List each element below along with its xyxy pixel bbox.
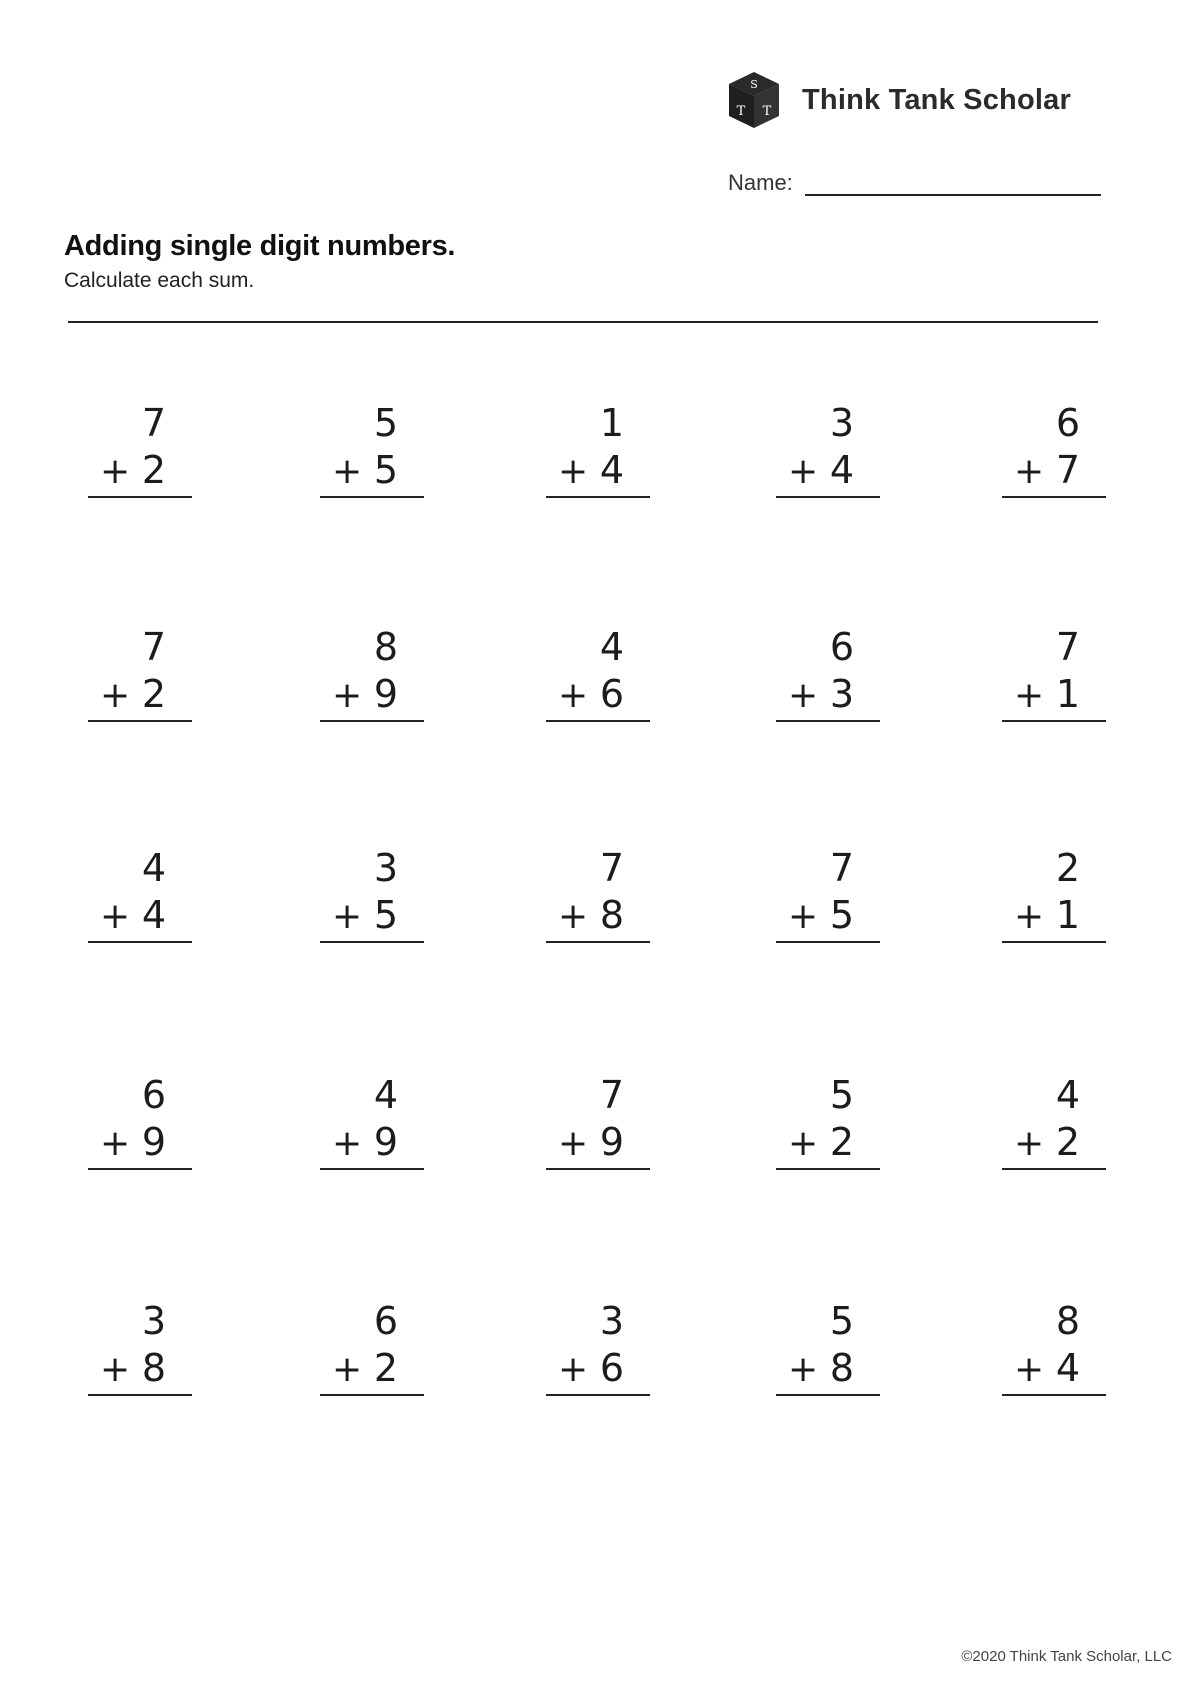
header-divider xyxy=(68,321,1098,323)
addition-problem xyxy=(776,1298,880,1396)
bottom-addend-row xyxy=(320,670,424,718)
answer-line xyxy=(776,496,880,498)
top-addend: 8 xyxy=(373,625,398,669)
answer-line xyxy=(546,496,650,498)
plus-sign: + xyxy=(1014,675,1045,716)
addition-problem xyxy=(88,845,192,943)
answer-line xyxy=(320,1394,424,1396)
answer-line xyxy=(776,1168,880,1170)
bottom-addend: 2 xyxy=(373,1346,398,1390)
top-addend: 7 xyxy=(1055,625,1080,669)
plus-sign: + xyxy=(332,1123,363,1164)
bottom-addend: 7 xyxy=(1055,448,1080,492)
answer-line xyxy=(776,941,880,943)
brand-name: Think Tank Scholar xyxy=(802,83,1071,116)
addition-problem xyxy=(88,624,192,722)
addition-problem xyxy=(776,624,880,722)
plus-sign: + xyxy=(100,675,131,716)
answer-line xyxy=(1002,1168,1106,1170)
worksheet-title: Adding single digit numbers. xyxy=(64,230,456,262)
answer-line xyxy=(1002,1394,1106,1396)
bottom-addend: 9 xyxy=(599,1120,624,1164)
bottom-addend: 2 xyxy=(141,448,166,492)
answer-line xyxy=(546,941,650,943)
answer-line xyxy=(776,720,880,722)
answer-line xyxy=(546,720,650,722)
bottom-addend-row xyxy=(546,1344,650,1392)
bottom-addend-row xyxy=(546,446,650,494)
addition-problem xyxy=(88,400,192,498)
bottom-addend-row xyxy=(88,891,192,939)
addition-problem xyxy=(1002,1298,1106,1396)
bottom-addend-row xyxy=(320,891,424,939)
answer-line xyxy=(88,496,192,498)
bottom-addend-row xyxy=(320,1344,424,1392)
addition-problem xyxy=(1002,1072,1106,1170)
answer-line xyxy=(320,720,424,722)
copyright-notice: ©2020 Think Tank Scholar, LLC xyxy=(961,1648,1172,1665)
answer-line xyxy=(1002,496,1106,498)
plus-sign: + xyxy=(100,896,131,937)
bottom-addend: 8 xyxy=(141,1346,166,1390)
bottom-addend: 5 xyxy=(373,448,398,492)
plus-sign: + xyxy=(558,1349,589,1390)
bottom-addend: 4 xyxy=(1055,1346,1080,1390)
logo-letter-top: S xyxy=(750,78,758,91)
name-write-line xyxy=(805,174,1101,196)
bottom-addend-row xyxy=(88,1118,192,1166)
top-addend: 2 xyxy=(1055,846,1080,890)
bottom-addend-row xyxy=(1002,1118,1106,1166)
worksheet-instructions: Calculate each sum. xyxy=(64,269,255,292)
top-addend: 7 xyxy=(141,625,166,669)
answer-line xyxy=(88,941,192,943)
top-addend: 4 xyxy=(1055,1073,1080,1117)
bottom-addend: 1 xyxy=(1055,893,1080,937)
top-addend: 7 xyxy=(599,846,624,890)
plus-sign: + xyxy=(1014,1123,1045,1164)
plus-sign: + xyxy=(100,451,131,492)
bottom-addend-row xyxy=(320,446,424,494)
answer-line xyxy=(88,1394,192,1396)
bottom-addend: 9 xyxy=(373,672,398,716)
bottom-addend-row xyxy=(776,446,880,494)
answer-line xyxy=(320,1168,424,1170)
addition-problem xyxy=(320,1298,424,1396)
bottom-addend: 2 xyxy=(1055,1120,1080,1164)
bottom-addend-row xyxy=(776,670,880,718)
addition-problem xyxy=(546,400,650,498)
top-addend: 4 xyxy=(141,846,166,890)
plus-sign: + xyxy=(332,675,363,716)
plus-sign: + xyxy=(100,1123,131,1164)
addition-problem xyxy=(776,1072,880,1170)
bottom-addend-row xyxy=(1002,446,1106,494)
top-addend: 6 xyxy=(141,1073,166,1117)
plus-sign: + xyxy=(332,896,363,937)
plus-sign: + xyxy=(100,1349,131,1390)
top-addend: 7 xyxy=(829,846,854,890)
addition-problem xyxy=(320,624,424,722)
top-addend: 5 xyxy=(829,1299,854,1343)
bottom-addend-row xyxy=(1002,670,1106,718)
top-addend: 8 xyxy=(1055,1299,1080,1343)
addition-problem xyxy=(1002,845,1106,943)
answer-line xyxy=(776,1394,880,1396)
bottom-addend-row xyxy=(1002,1344,1106,1392)
addition-problem xyxy=(320,1072,424,1170)
answer-line xyxy=(320,941,424,943)
addition-problem xyxy=(320,400,424,498)
bottom-addend-row xyxy=(1002,891,1106,939)
plus-sign: + xyxy=(1014,1349,1045,1390)
bottom-addend: 1 xyxy=(1055,672,1080,716)
answer-line xyxy=(88,1168,192,1170)
answer-line xyxy=(88,720,192,722)
addition-problem xyxy=(88,1298,192,1396)
bottom-addend-row xyxy=(88,1344,192,1392)
top-addend: 3 xyxy=(829,401,854,445)
plus-sign: + xyxy=(788,675,819,716)
top-addend: 3 xyxy=(599,1299,624,1343)
bottom-addend: 8 xyxy=(829,1346,854,1390)
bottom-addend: 3 xyxy=(829,672,854,716)
logo-letter-right: T xyxy=(762,104,772,119)
addition-problem xyxy=(1002,624,1106,722)
top-addend: 6 xyxy=(829,625,854,669)
plus-sign: + xyxy=(1014,896,1045,937)
bottom-addend: 5 xyxy=(829,893,854,937)
addition-problem xyxy=(776,400,880,498)
cube-logo-icon xyxy=(726,70,782,130)
top-addend: 3 xyxy=(141,1299,166,1343)
bottom-addend-row xyxy=(320,1118,424,1166)
bottom-addend: 4 xyxy=(599,448,624,492)
bottom-addend: 8 xyxy=(599,893,624,937)
bottom-addend-row xyxy=(546,670,650,718)
plus-sign: + xyxy=(558,896,589,937)
addition-problem xyxy=(546,1072,650,1170)
top-addend: 6 xyxy=(373,1299,398,1343)
plus-sign: + xyxy=(558,451,589,492)
plus-sign: + xyxy=(1014,451,1045,492)
addition-problem xyxy=(320,845,424,943)
bottom-addend-row xyxy=(88,670,192,718)
addition-problem xyxy=(546,845,650,943)
answer-line xyxy=(546,1394,650,1396)
bottom-addend: 9 xyxy=(141,1120,166,1164)
plus-sign: + xyxy=(788,451,819,492)
logo-letter-left: T xyxy=(736,104,746,119)
plus-sign: + xyxy=(558,675,589,716)
answer-line xyxy=(1002,720,1106,722)
bottom-addend-row xyxy=(776,891,880,939)
plus-sign: + xyxy=(332,1349,363,1390)
top-addend: 7 xyxy=(599,1073,624,1117)
top-addend: 1 xyxy=(599,401,624,445)
bottom-addend: 2 xyxy=(829,1120,854,1164)
bottom-addend: 2 xyxy=(141,672,166,716)
plus-sign: + xyxy=(788,896,819,937)
bottom-addend: 5 xyxy=(373,893,398,937)
top-addend: 6 xyxy=(1055,401,1080,445)
plus-sign: + xyxy=(558,1123,589,1164)
name-field-row xyxy=(728,170,1101,196)
bottom-addend-row xyxy=(546,1118,650,1166)
bottom-addend: 4 xyxy=(141,893,166,937)
bottom-addend-row xyxy=(546,891,650,939)
plus-sign: + xyxy=(332,451,363,492)
name-label: Name: xyxy=(728,170,793,195)
bottom-addend: 6 xyxy=(599,1346,624,1390)
bottom-addend-row xyxy=(776,1118,880,1166)
addition-problem xyxy=(546,624,650,722)
addition-problem xyxy=(1002,400,1106,498)
bottom-addend-row xyxy=(776,1344,880,1392)
addition-problem xyxy=(88,1072,192,1170)
bottom-addend-row xyxy=(88,446,192,494)
addition-problem xyxy=(546,1298,650,1396)
top-addend: 4 xyxy=(373,1073,398,1117)
answer-line xyxy=(320,496,424,498)
top-addend: 7 xyxy=(141,401,166,445)
bottom-addend: 6 xyxy=(599,672,624,716)
addition-problem xyxy=(776,845,880,943)
plus-sign: + xyxy=(788,1349,819,1390)
top-addend: 5 xyxy=(829,1073,854,1117)
answer-line xyxy=(546,1168,650,1170)
bottom-addend: 9 xyxy=(373,1120,398,1164)
plus-sign: + xyxy=(788,1123,819,1164)
top-addend: 3 xyxy=(373,846,398,890)
bottom-addend: 4 xyxy=(829,448,854,492)
brand-header xyxy=(726,70,1071,130)
top-addend: 5 xyxy=(373,401,398,445)
top-addend: 4 xyxy=(599,625,624,669)
answer-line xyxy=(1002,941,1106,943)
